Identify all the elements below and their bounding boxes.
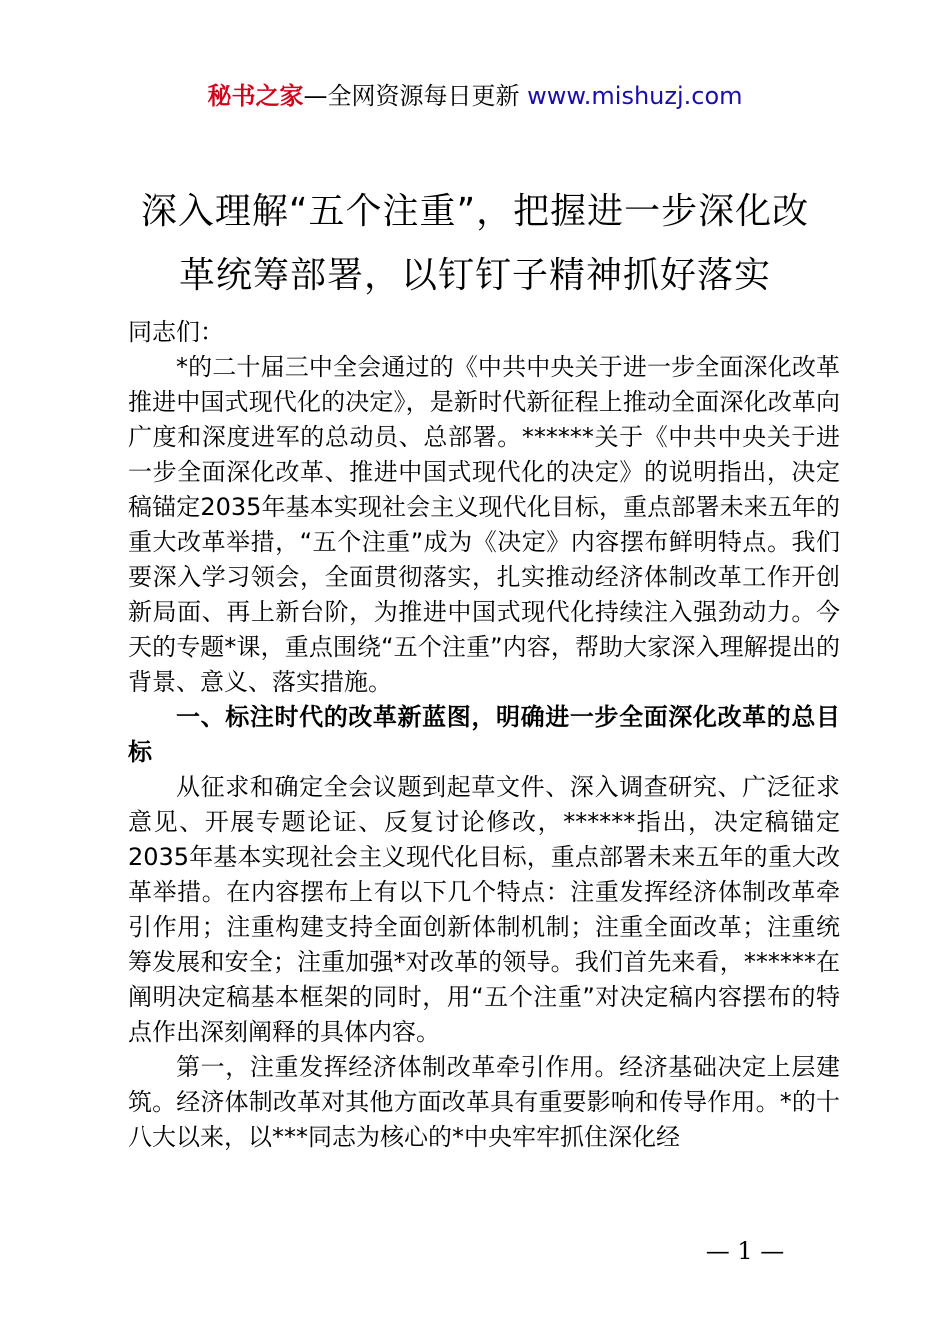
salutation: 同志们： [128, 318, 224, 346]
page-number: — 1 — [705, 1237, 785, 1265]
site-url[interactable]: www.mishuzj.com [527, 82, 743, 110]
site-header [0, 80, 950, 112]
paragraph-3: 第一，注重发挥经济体制改革牵引作用。经济基础决定上层建筑。经济体制改革对其他方面改革具有重要影响和传导作用。*的十八大以来，以***同志为核心的*中央牢牢抓住深化经 [128, 1053, 840, 1151]
brand-name: 秘书之家 [207, 82, 304, 110]
header-tagline: —全网资源每日更新 [303, 82, 528, 110]
section-heading-1: 一、标注时代的改革新蓝图，明确进一步全面深化改革的总目标 [128, 703, 840, 766]
title-line-1: 深入理解“五个注重”，把握进一步深化改 [140, 191, 810, 232]
paragraph-2: 从征求和确定全会议题到起草文件、深入调查研究、广泛征求意见、开展专题论证、反复讨论修改，******指出，决定稿锚定2035年基本实现社会主义现代化目标，重点部署未来五年的重大改革举措。在内容摆布上有以下几个特点：注重发挥经济体制改革牵引作用；注重构建支持全面创新体制机制；注重全面改革；注重统筹发展和安全；注重加强*对改革的领导。我们首先来看，******在阐明决定稿基本框架的同时，用“五个注重”对决定稿内容摆布的特点作出深刻阐释的具体内容。 [128, 773, 840, 1046]
title-line-2: 革统筹部署，以钉钉子精神抓好落实 [178, 255, 771, 296]
paragraph-1: *的二十届三中全会通过的《中共中央关于进一步全面深化改革推进中国式现代化的决定》，是新时代新征程上推动全面深化改革向广度和深度进军的总动员、总部署。******关于《中共中央关于进一步全面深化改革、推进中国式现代化的决定》的说明指出，决定稿锚定2035年基本实现社会主义现代化目标，重点部署未来五年的重大改革举措，“五个注重”成为《决定》内容摆布鲜明特点。我们要深入学习领会，全面贯彻落实，扎实推动经济体制改革工作开创新局面、再上新台阶，为推进中国式现代化持续注入强劲动力。今天的专题*课，重点围绕“五个注重”内容，帮助大家深入理解提出的背景、意义、落实措施。 [128, 353, 840, 696]
document-body [128, 315, 840, 1155]
document-title [60, 180, 890, 308]
